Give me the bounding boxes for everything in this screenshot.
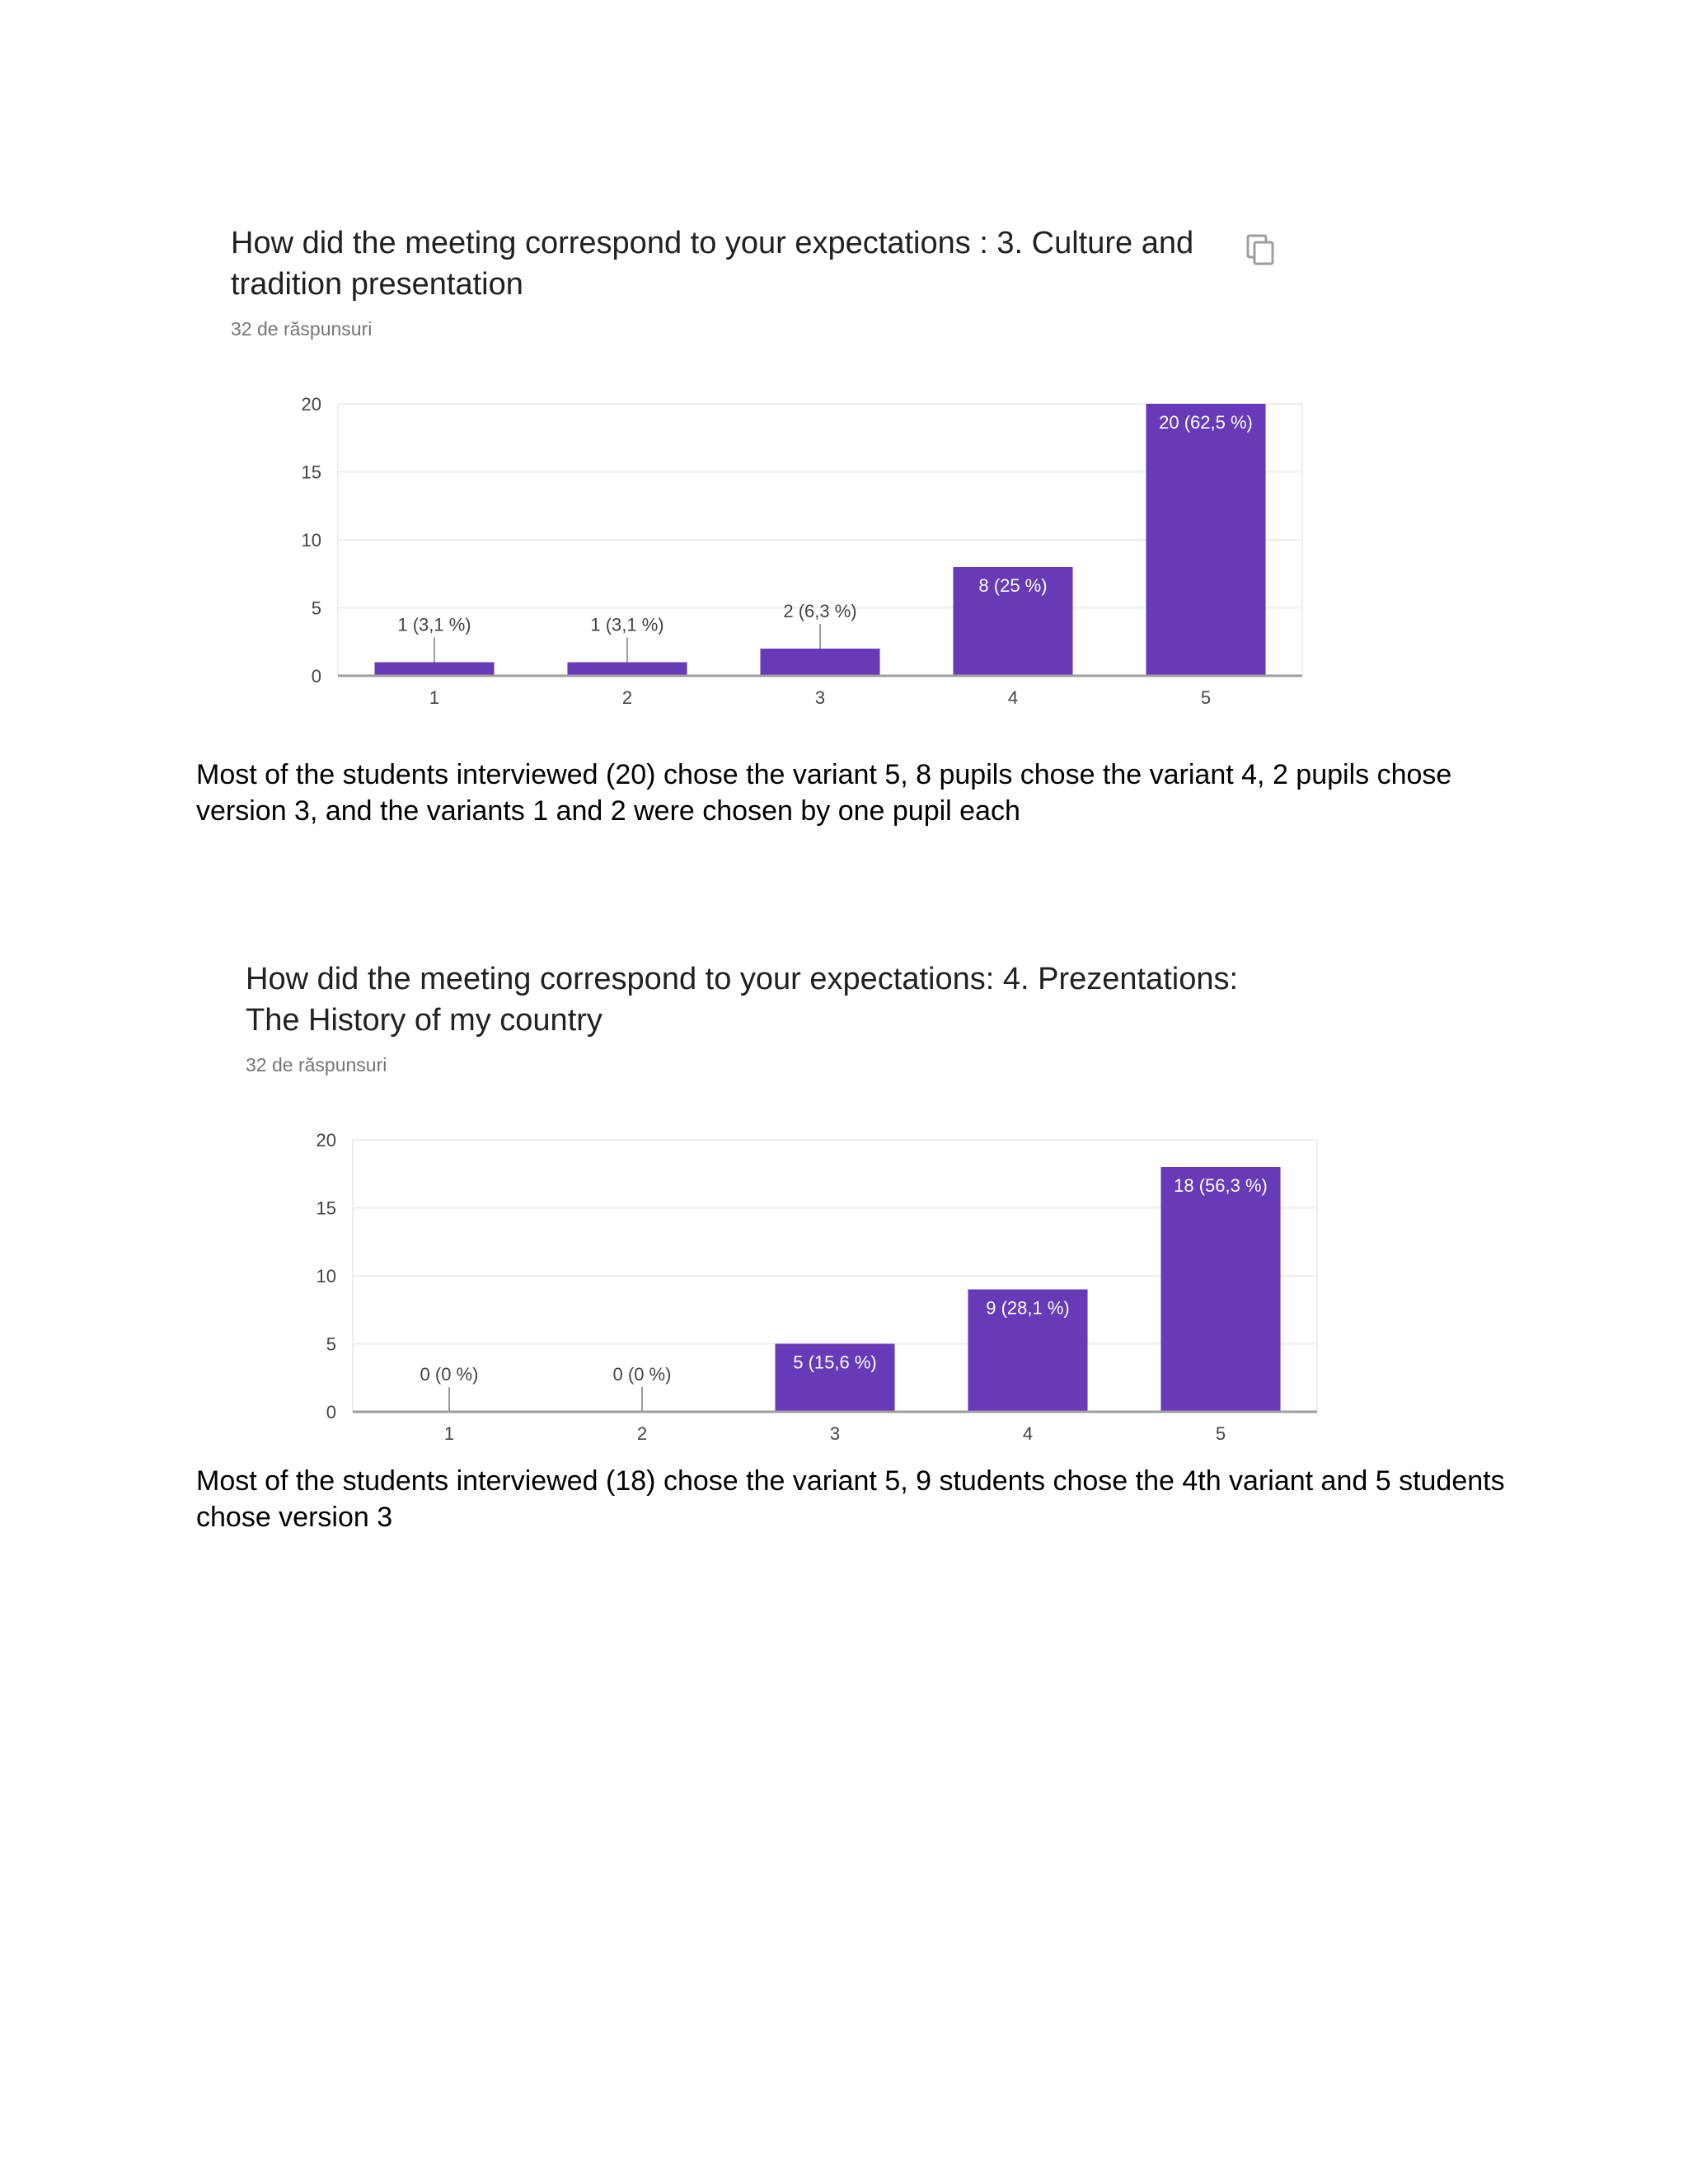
chart-2-response-count: 32 de răspunsuri <box>246 1054 387 1076</box>
bar-1[interactable] <box>374 663 494 677</box>
chart-1-title: How did the meeting correspond to your expectations : 3. Culture and tradition presentation <box>231 226 1194 302</box>
chart-2-bar-chart <box>287 1123 1358 1453</box>
y-tick-label: 15 <box>301 462 321 483</box>
y-tick-label: 5 <box>326 1333 336 1355</box>
y-tick-label: 0 <box>326 1402 336 1422</box>
chart-1-summary: Most of the students interviewed (20) chose the variant 5, 8 pupils chose the variant 4, 2 pupils chose version 3, and the variants 1 and 2 were chosen by one pupil each <box>196 759 1452 827</box>
x-tick-label: 5 <box>1200 687 1212 708</box>
y-tick-label: 10 <box>316 1266 336 1286</box>
chart-2-summary: Most of the students interviewed (18) chose the variant 5, 9 students chose the 4th variant and 5 students chose version 3 <box>196 1465 1505 1533</box>
y-tick-label: 20 <box>301 394 321 415</box>
data-label: 1 (3,1 %) <box>397 614 471 635</box>
data-label: 1 (3,1 %) <box>590 614 664 635</box>
bar-5[interactable] <box>1160 1167 1280 1412</box>
bar-5[interactable] <box>1146 404 1265 676</box>
y-tick-label: 20 <box>316 1130 336 1151</box>
x-tick-label: 1 <box>429 687 440 708</box>
data-label: 0 (0 %) <box>420 1364 479 1385</box>
chart-1-response-count: 32 de răspunsuri <box>231 318 373 340</box>
x-tick-label: 3 <box>829 1423 841 1444</box>
y-tick-label: 5 <box>311 598 321 619</box>
data-label: 18 (56,3 %) <box>1174 1175 1268 1196</box>
chart-2-title: How did the meeting correspond to your expectations: 4. Prezentations: The History of my country <box>246 962 1239 1038</box>
data-label: 0 (0 %) <box>612 1364 672 1385</box>
data-label: 5 (15,6 %) <box>793 1352 877 1373</box>
bar-2[interactable] <box>567 663 687 677</box>
bar-3[interactable] <box>760 649 879 676</box>
y-tick-label: 15 <box>316 1197 336 1219</box>
y-tick-label: 10 <box>301 530 321 551</box>
data-label: 20 (62,5 %) <box>1159 412 1253 433</box>
x-tick-label: 1 <box>443 1423 455 1444</box>
copy-icon[interactable] <box>1246 234 1276 267</box>
data-label: 2 (6,3 %) <box>783 601 857 621</box>
data-label: 9 (28,1 %) <box>986 1297 1070 1319</box>
x-tick-label: 2 <box>636 1423 648 1444</box>
data-label: 8 (25 %) <box>978 575 1048 596</box>
x-tick-label: 5 <box>1215 1423 1226 1444</box>
x-tick-label: 3 <box>814 687 826 708</box>
chart-1-bar-chart <box>272 387 1343 717</box>
x-tick-label: 4 <box>1007 687 1019 708</box>
y-tick-label: 0 <box>311 666 321 687</box>
x-tick-label: 4 <box>1022 1423 1034 1444</box>
x-tick-label: 2 <box>621 687 633 708</box>
